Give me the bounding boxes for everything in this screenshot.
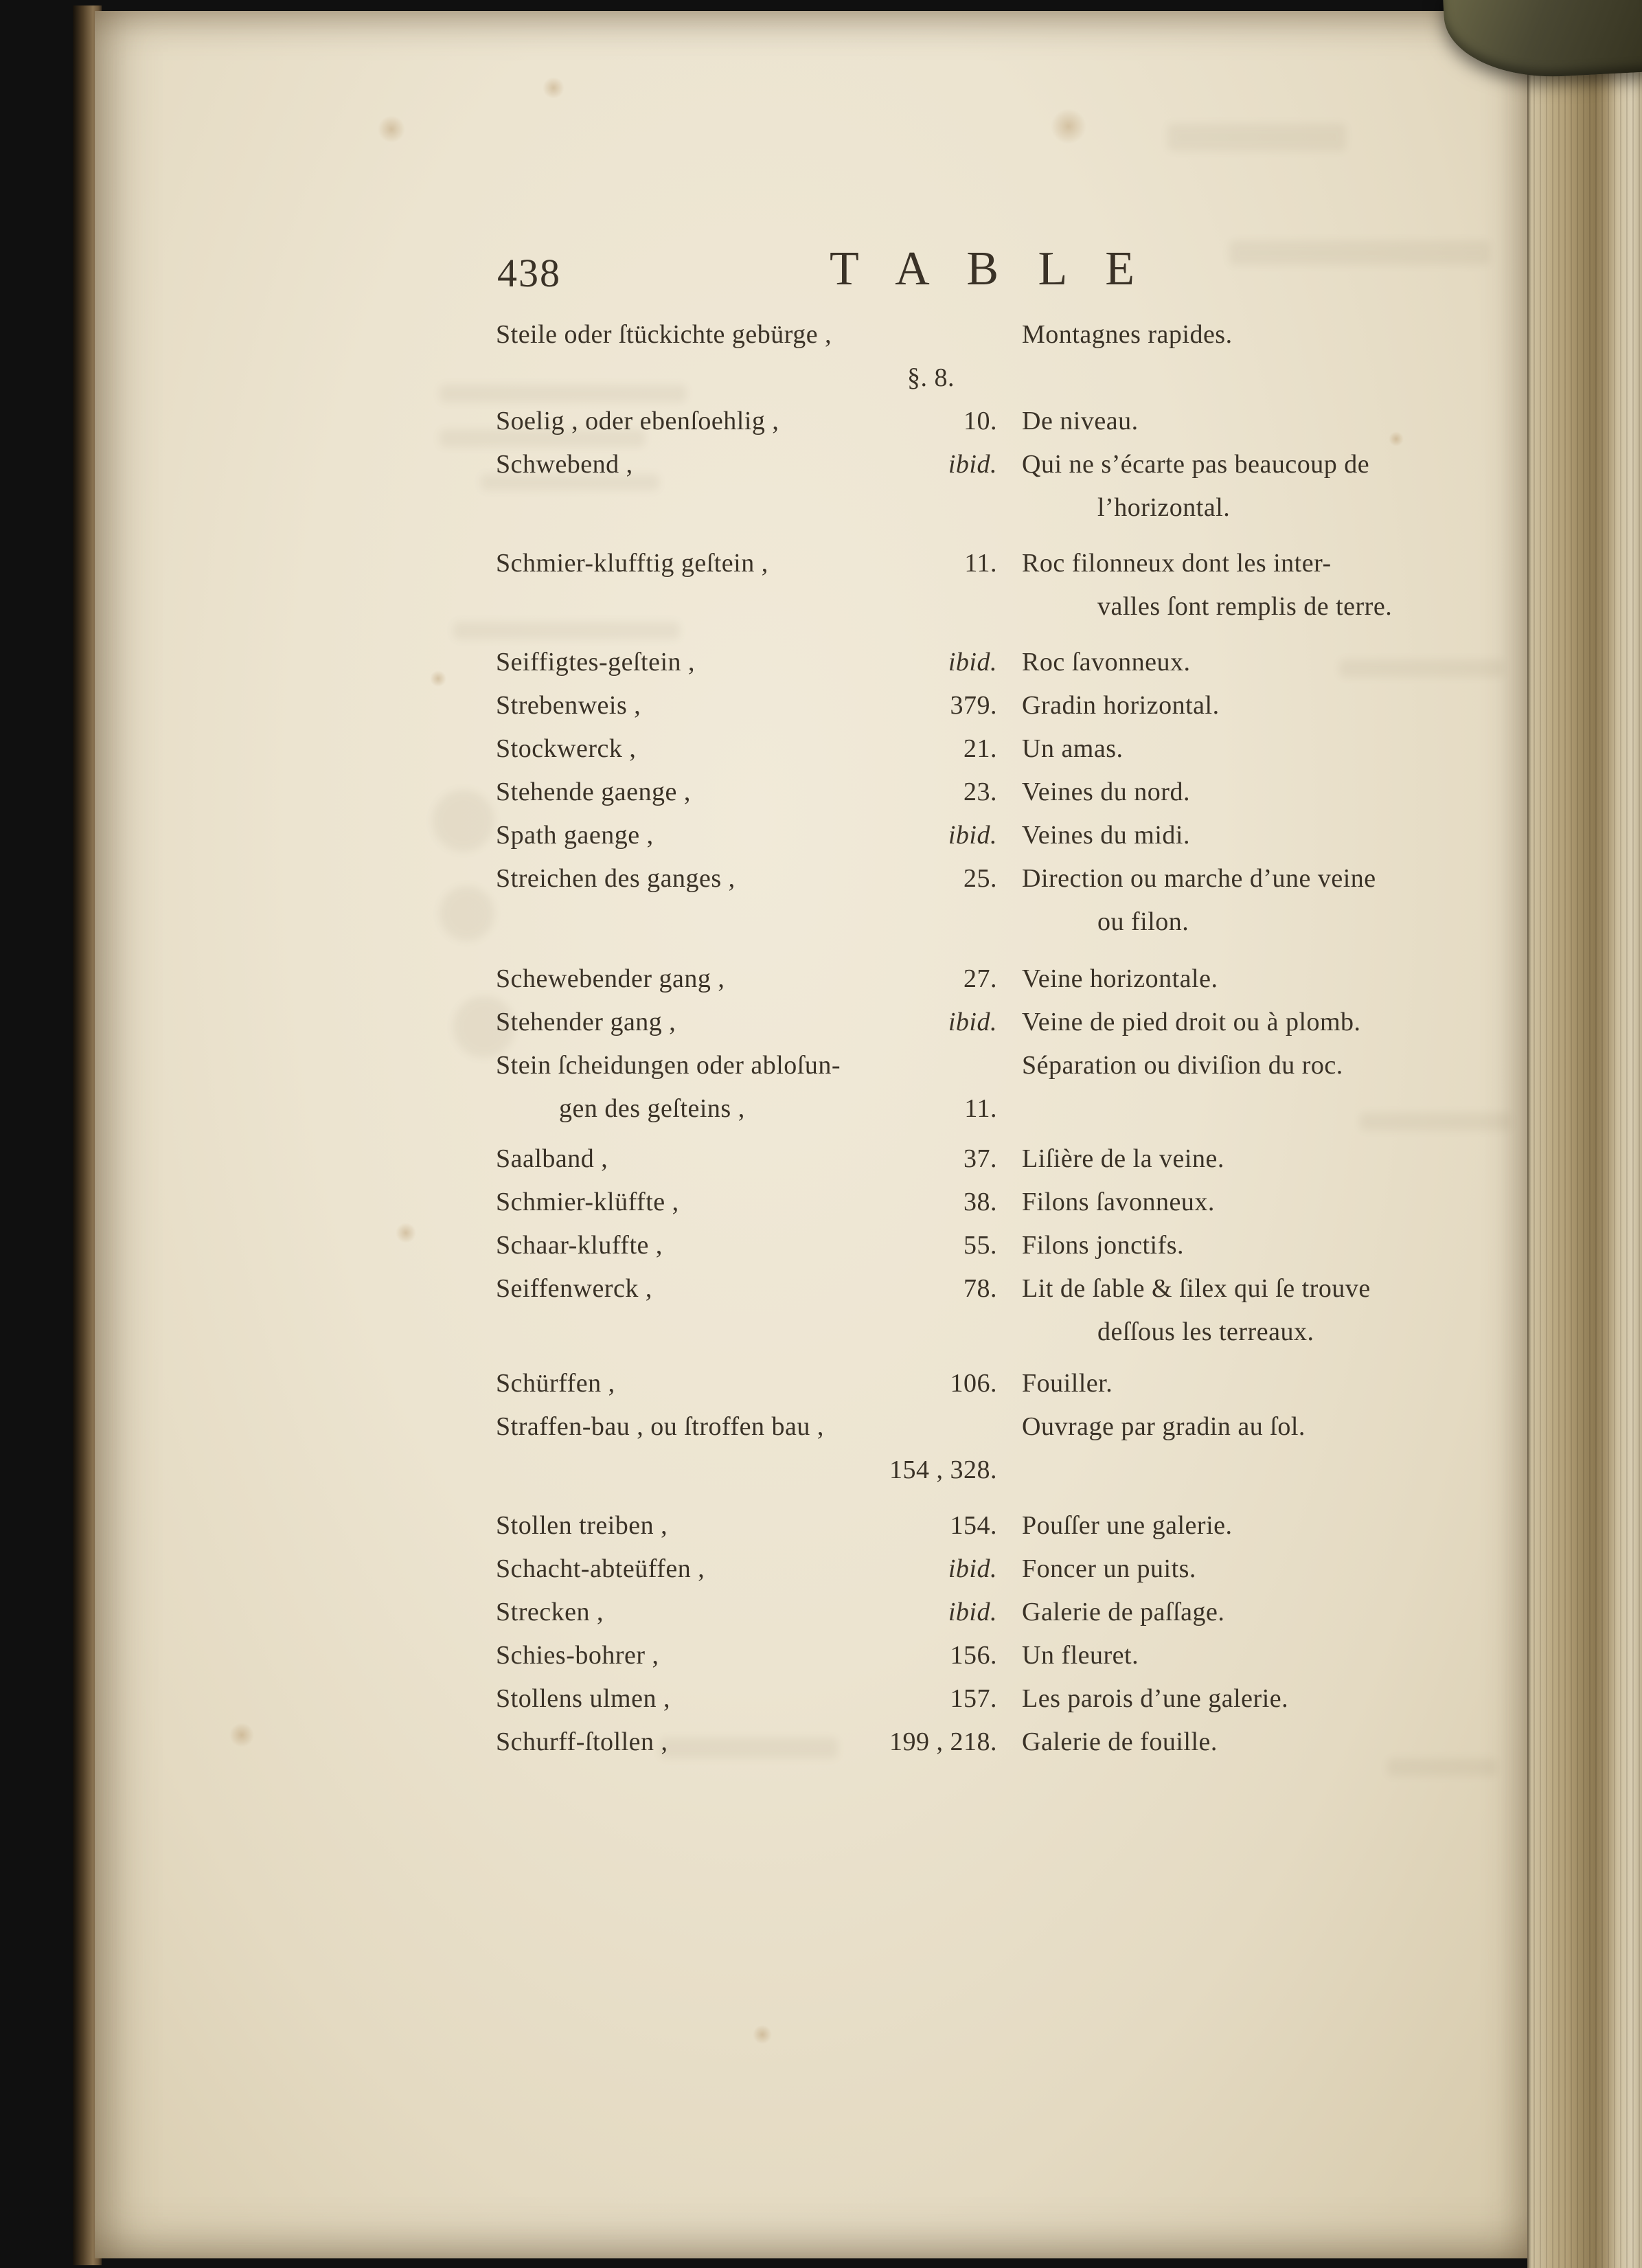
french-definition: Qui ne s’écarte pas beaucoup de <box>1022 450 1370 479</box>
showthrough-smudge <box>433 790 494 852</box>
table-entry-row <box>496 486 1526 530</box>
french-definition: valles ſont remplis de terre. <box>1097 592 1393 621</box>
german-term: Seiffigtes-geſtein , <box>496 648 696 677</box>
french-definition: l’horizontal. <box>1097 493 1231 522</box>
german-term: Schmier-klüffte , <box>496 1188 679 1216</box>
german-term: Stehender gang , <box>496 1008 676 1036</box>
german-term: Seiffenwerck , <box>496 1274 652 1303</box>
entry-left-cell <box>496 443 997 486</box>
table-entry-row <box>496 1362 1526 1405</box>
table-entry-row <box>496 1001 1526 1044</box>
page-reference: 379. <box>950 691 997 720</box>
entry-left-cell <box>496 356 997 400</box>
page-reference: ibid. <box>948 1008 997 1036</box>
entry-left-cell <box>496 1001 997 1044</box>
german-term: Stollen treiben , <box>496 1511 668 1540</box>
page-reference: 78. <box>963 1274 997 1303</box>
french-definition: Veines du midi. <box>1022 821 1190 850</box>
page-reference: ibid. <box>948 821 997 850</box>
french-definition: Veine horizontale. <box>1022 964 1218 993</box>
entry-left-cell <box>496 857 997 900</box>
table-entry-row <box>496 1267 1526 1311</box>
french-definition: Roc filonneux dont les inter- <box>1022 549 1332 578</box>
foxing-spot <box>753 2025 772 2044</box>
german-term: Schies-bohrer , <box>496 1641 659 1670</box>
entry-left-cell <box>496 1721 997 1764</box>
table-entry-row <box>496 1677 1526 1721</box>
french-definition: Gradin horizontal. <box>1022 691 1220 720</box>
french-definition: Galerie de fouille. <box>1022 1727 1218 1756</box>
table-entry-row <box>496 727 1526 771</box>
french-definition: Un amas. <box>1022 734 1124 763</box>
french-definition: Séparation ou diviſion du roc. <box>1022 1051 1343 1080</box>
german-term: Strebenweis , <box>496 691 641 720</box>
table-entry-row <box>496 1634 1526 1677</box>
french-definition <box>997 1449 1526 1492</box>
entry-left-cell <box>496 1405 997 1449</box>
showthrough-smudge <box>440 886 494 941</box>
german-term: Schmier-klufftig geſtein , <box>496 549 768 578</box>
entry-left-cell <box>496 1224 997 1267</box>
page-reference: ibid. <box>948 648 997 677</box>
page-reference: ibid. <box>948 450 997 479</box>
table-entry-row <box>496 585 1526 628</box>
entry-left-cell <box>496 585 997 628</box>
entry-left-cell <box>496 1137 997 1181</box>
german-term: Stockwerck , <box>496 734 637 763</box>
page-reference: 154. <box>950 1511 997 1540</box>
german-term: Spath gaenge , <box>496 821 654 850</box>
german-term: Streichen des ganges , <box>496 864 736 893</box>
entry-left-cell <box>496 1677 997 1721</box>
table-entry-row <box>496 641 1526 684</box>
german-term: Schaar-kluffte , <box>496 1231 663 1260</box>
page-reference: 156. <box>950 1641 997 1670</box>
table-entry-row <box>496 814 1526 857</box>
german-term: Schürffen , <box>496 1369 615 1398</box>
entry-left-cell <box>496 814 997 857</box>
table-entry-row <box>496 684 1526 727</box>
french-definition: Liſière de la veine. <box>1022 1144 1224 1173</box>
entry-left-cell <box>496 1362 997 1405</box>
foxing-spot <box>229 1723 254 1747</box>
table-entry-row <box>496 1591 1526 1634</box>
entry-left-cell <box>496 1311 997 1354</box>
entry-left-cell <box>496 900 997 944</box>
glossary-entries <box>496 313 1526 1764</box>
foxing-spot <box>1051 109 1086 144</box>
entry-left-cell <box>496 542 997 585</box>
entry-left-cell <box>496 1449 997 1492</box>
page-reference: ibid. <box>948 1554 997 1583</box>
entry-left-cell <box>496 727 997 771</box>
table-entry-row <box>496 857 1526 900</box>
table-entry-row <box>496 1405 1526 1449</box>
table-entry-row <box>496 1137 1526 1181</box>
french-definition: Pouſſer une galerie. <box>1022 1511 1233 1540</box>
german-term: Soelig , oder ebenſoehlig , <box>496 407 779 435</box>
french-definition: Direction ou marche d’une veine <box>1022 864 1376 893</box>
page-reference: 21. <box>963 734 997 763</box>
foxing-spot <box>396 1223 416 1243</box>
entry-left-cell <box>496 486 997 530</box>
entry-left-cell <box>496 1267 997 1311</box>
page-reference: 37. <box>963 1144 997 1173</box>
page-reference: 199 , 218. <box>889 1727 997 1756</box>
table-entry-row <box>496 1044 1526 1087</box>
french-definition: deſſous les terreaux. <box>1097 1317 1314 1346</box>
entry-left-cell <box>496 957 997 1001</box>
german-term: Schewebender gang , <box>496 964 725 993</box>
page-reference: 38. <box>963 1188 997 1216</box>
french-definition: Veine de pied droit ou à plomb. <box>1022 1008 1361 1036</box>
french-definition: Ouvrage par gradin au ſol. <box>1022 1412 1305 1441</box>
french-definition: ou filon. <box>1097 907 1189 936</box>
foxing-spot <box>430 670 446 687</box>
page-reference: 157. <box>950 1684 997 1713</box>
page-reference: 10. <box>963 407 997 435</box>
german-term: Saalband , <box>496 1144 608 1173</box>
showthrough-smudge <box>1167 124 1346 151</box>
table-page-content <box>496 242 1526 1764</box>
page-reference: §. 8. <box>907 363 955 392</box>
german-term: Stein ſcheidungen oder abloſun- <box>496 1051 841 1080</box>
page-reference: 11. <box>964 1094 997 1123</box>
table-entry-row <box>496 1224 1526 1267</box>
page-reference: 27. <box>963 964 997 993</box>
page-reference: 11. <box>964 549 997 578</box>
entry-left-cell <box>496 641 997 684</box>
table-entry-row <box>496 1181 1526 1224</box>
entry-left-cell <box>496 1181 997 1224</box>
page-reference: 106. <box>950 1369 997 1398</box>
foxing-spot <box>543 77 565 99</box>
french-definition: Filons jonctifs. <box>1022 1231 1185 1260</box>
french-definition: Un fleuret. <box>1022 1641 1139 1670</box>
entry-left-cell <box>496 1044 997 1087</box>
french-definition: Fouiller. <box>1022 1369 1113 1398</box>
table-entry-row <box>496 1547 1526 1591</box>
german-term: Schacht-abteüffen , <box>496 1554 705 1583</box>
table-entry-row <box>496 1087 1526 1131</box>
french-definition: De niveau. <box>1022 407 1139 435</box>
entry-left-cell <box>496 313 997 356</box>
page-reference: 25. <box>963 864 997 893</box>
french-definition: Filons ſavonneux. <box>1022 1188 1215 1216</box>
entry-left-cell <box>496 1087 997 1131</box>
french-definition: Foncer un puits. <box>1022 1554 1196 1583</box>
german-term: Schurff-ſtollen , <box>496 1727 668 1756</box>
french-definition: Roc ſavonneux. <box>1022 648 1191 677</box>
entry-left-cell <box>496 400 997 443</box>
entry-left-cell <box>496 1591 997 1634</box>
page-reference: 23. <box>963 778 997 806</box>
french-definition <box>997 356 1526 400</box>
french-definition: Veines du nord. <box>1022 778 1190 806</box>
entry-left-cell <box>496 1547 997 1591</box>
french-definition: Galerie de paſſage. <box>1022 1598 1225 1626</box>
german-term: Straffen-bau , ou ſtroffen bau , <box>496 1412 824 1441</box>
foxing-spot <box>378 115 405 143</box>
german-term: gen des geſteins , <box>559 1094 745 1123</box>
table-entry-row <box>496 771 1526 814</box>
table-entry-row <box>496 313 1526 356</box>
page-number: 438 <box>497 251 561 295</box>
french-definition <box>997 1087 1526 1131</box>
german-term: Stollens ulmen , <box>496 1684 670 1713</box>
french-definition: Montagnes rapides. <box>1022 320 1233 349</box>
french-definition: Les parois d’une galerie. <box>1022 1684 1289 1713</box>
page-header <box>496 242 1526 301</box>
table-entry-row <box>496 1721 1526 1764</box>
table-entry-row <box>496 356 1526 400</box>
page-reference: 154 , 328. <box>889 1455 997 1484</box>
table-entry-row <box>496 957 1526 1001</box>
entry-left-cell <box>496 684 997 727</box>
table-entry-row <box>496 1449 1526 1492</box>
table-entry-row <box>496 900 1526 944</box>
book-fore-edge <box>1527 0 1642 2268</box>
table-entry-row <box>496 443 1526 486</box>
entry-left-cell <box>496 771 997 814</box>
french-definition: Lit de ſable & ſilex qui ſe trouve <box>1022 1274 1371 1303</box>
german-term: Steile oder ſtückichte gebürge , <box>496 320 832 349</box>
german-term: Strecken , <box>496 1598 604 1626</box>
page-reference: 55. <box>963 1231 997 1260</box>
entry-left-cell <box>496 1634 997 1677</box>
page-title: T A B L E <box>830 242 1148 295</box>
german-term: Stehende gaenge , <box>496 778 691 806</box>
german-term: Schwebend , <box>496 450 633 479</box>
table-entry-row <box>496 400 1526 443</box>
table-entry-row <box>496 1311 1526 1354</box>
table-entry-row <box>496 542 1526 585</box>
table-entry-row <box>496 1504 1526 1547</box>
page-reference: ibid. <box>948 1598 997 1626</box>
entry-left-cell <box>496 1504 997 1547</box>
